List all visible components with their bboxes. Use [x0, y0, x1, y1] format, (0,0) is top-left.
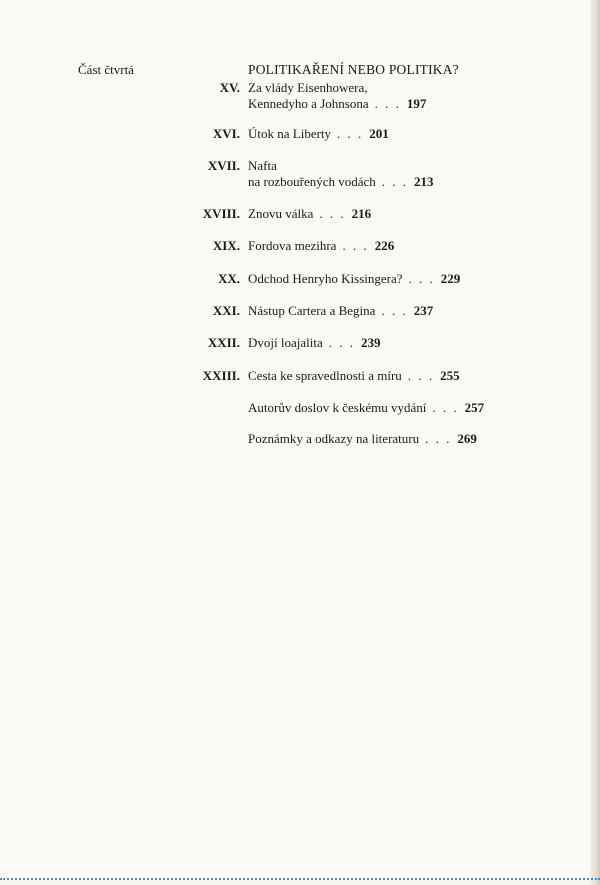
chapter-number: XX. [217, 271, 240, 286]
page-number: 229 [440, 271, 461, 286]
page-number: 257 [464, 400, 485, 415]
leader-dots: . . . [328, 335, 355, 350]
page-number: 269 [457, 431, 477, 446]
chapter-title [248, 80, 426, 112]
leader-dots: . . . [407, 368, 435, 383]
chapter-title [248, 400, 484, 416]
chapter-number: XV. [219, 80, 240, 95]
chapter-title-line: Fordova mezihra . . . 226 [248, 238, 395, 253]
leader-dots: . . . [432, 400, 459, 415]
chapter-title [248, 158, 434, 190]
chapter-title-line: Za vlády Eisenhowera, [248, 80, 368, 95]
part-title: POLITIKAŘENÍ NEBO POLITIKA? [248, 62, 459, 77]
scan-border [0, 878, 600, 885]
chapter-title [248, 368, 460, 384]
chapter-title [248, 126, 389, 142]
chapter-title-line: Nástup Cartera a Begina . . . 237 [248, 303, 434, 318]
chapter-title [248, 238, 394, 254]
page-number: 216 [351, 206, 372, 221]
chapter-number: XXII. [207, 335, 240, 350]
chapter-number: XVIII. [202, 206, 240, 221]
chapter-title [248, 271, 460, 287]
chapter-title-line: Nafta [248, 158, 277, 173]
chapter-number: XXI. [212, 303, 240, 318]
chapter-title-line: Cesta ke spravedlnosti a míru . . . 255 [248, 368, 460, 383]
chapter-number: XVI. [212, 126, 240, 141]
chapter-title-line: Odchod Henryho Kissingera? . . . 229 [248, 271, 461, 286]
leader-dots: . . . [425, 431, 452, 446]
chapter-title-line: Kennedyho a Johnsona . . . 197 [248, 96, 427, 111]
chapter-title [248, 303, 433, 319]
leader-dots: . . . [342, 238, 369, 253]
leader-dots: . . . [337, 126, 364, 141]
leader-dots: . . . [381, 174, 409, 189]
chapter-title-line: na rozbouřených vodách . . . 213 [248, 174, 434, 189]
page-number: 255 [440, 368, 460, 383]
chapter-title-line: Poznámky a odkazy na literaturu . . . 269 [248, 431, 477, 446]
chapter-title [248, 206, 371, 222]
chapter-number: XVII. [207, 158, 240, 173]
page-number: 237 [413, 303, 434, 318]
page-number: 197 [406, 96, 427, 111]
chapter-title-line: Dvojí loajalita . . . 239 [248, 335, 381, 350]
chapter-title-line: Znovu válka . . . 216 [248, 206, 372, 221]
page-number: 226 [374, 238, 395, 253]
chapter-title [248, 431, 477, 447]
page-number: 239 [360, 335, 381, 350]
leader-dots: . . . [374, 96, 401, 111]
chapter-title-line: Autorův doslov k českému vydání . . . 257 [248, 400, 485, 415]
leader-dots: . . . [381, 303, 408, 318]
page-number: 213 [414, 174, 434, 189]
chapter-number: XXIII. [202, 368, 240, 383]
leader-dots: . . . [319, 206, 346, 221]
page-number: 201 [369, 126, 389, 141]
chapter-number: XIX. [212, 238, 240, 253]
part-label: Část čtvrtá [78, 62, 134, 77]
leader-dots: . . . [408, 271, 435, 286]
chapter-title [248, 335, 380, 351]
page-edge [590, 0, 600, 885]
chapter-title-line: Útok na Liberty . . . 201 [248, 126, 389, 141]
